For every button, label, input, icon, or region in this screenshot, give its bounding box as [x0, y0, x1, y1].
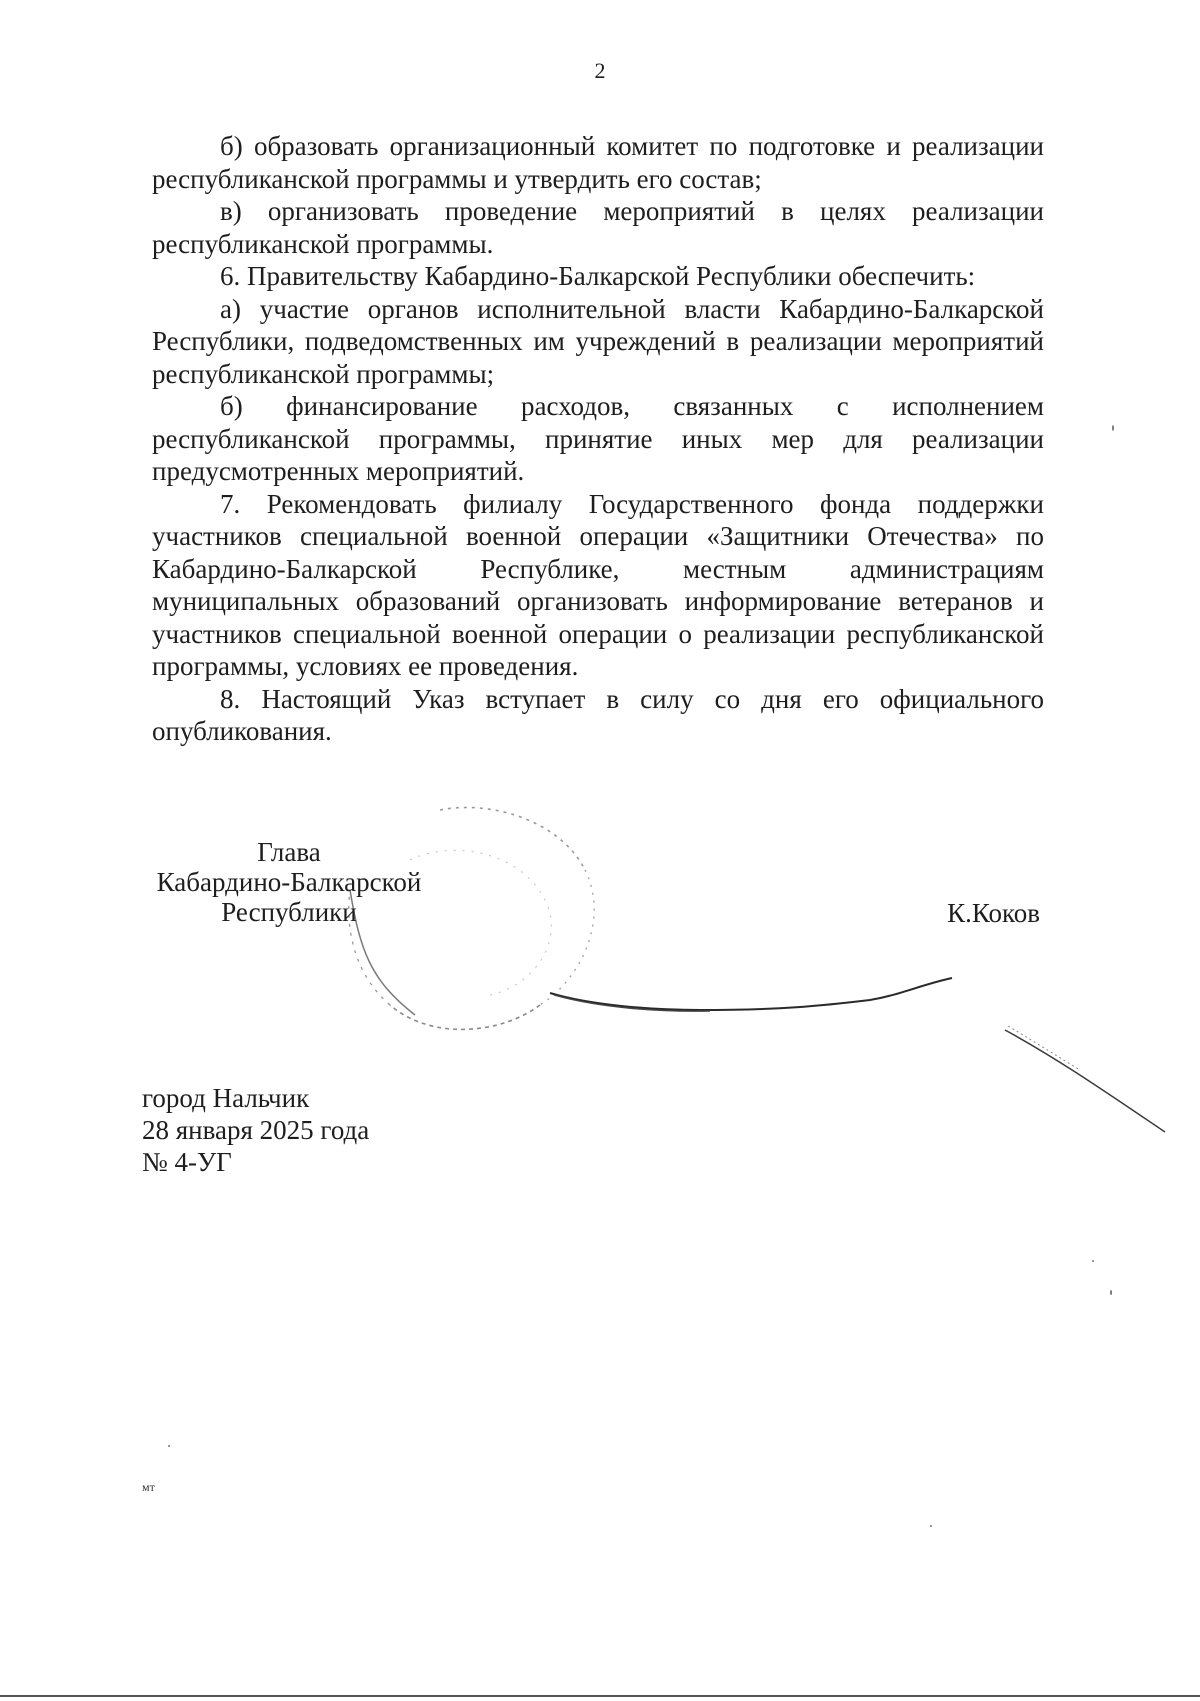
paragraph-7: 7. Рекомендовать филиалу Государственного фонда поддержки участников специальной военной операции «Защитники Отечества» по Кабардино-Балкарской Республике, местным администрациям муниципальных образований организовать информирование ветеранов и участников специальной военной операции о реализации республиканской программы, условиях ее проведения.: [152, 488, 1044, 681]
scan-speck: [930, 1525, 932, 1527]
signer-name: К.Коков: [947, 898, 1040, 928]
handwritten-signature: [500, 950, 1180, 1150]
scan-speck: [1112, 425, 1114, 431]
scan-edge-line: [0, 1695, 1200, 1697]
scan-speck: [1110, 1290, 1112, 1295]
paragraph-6a: а) участие органов исполнительной власти Кабардино-Балкарской Республики, подведомственных им учреждений в реализации мероприятий республиканской программы;: [152, 293, 1044, 389]
issue-date: 28 января 2025 года: [142, 1115, 370, 1145]
issue-city: город Нальчик: [142, 1083, 310, 1113]
issue-details: [142, 1082, 369, 1178]
footer-initials: мт: [142, 1480, 155, 1494]
signature-title-line3: Республики: [221, 897, 357, 927]
paragraph-5b: б) образовать организационный комитет по подготовке и реализации республиканской программы и утвердить его состав;: [152, 131, 1044, 194]
scan-speck: [1092, 1260, 1094, 1262]
issue-number: № 4-УГ: [142, 1147, 232, 1177]
signature-title-line2: Кабардино-Балкарской: [156, 867, 422, 897]
decree-body: [152, 130, 1044, 748]
paragraph-6b: б) финансирование расходов, связанных с исполнением республиканской программы, принятие иных мер для реализации предусмотренных мероприятий.: [152, 391, 1044, 486]
paragraph-6: 6. Правительству Кабардино-Балкарской Республики обеспечить:: [220, 261, 976, 291]
page-number: 2: [594, 58, 606, 83]
paragraph-8: 8. Настоящий Указ вступает в силу со дня его официального опубликования.: [152, 683, 1044, 746]
paragraph-5v: в) организовать проведение мероприятий в целях реализации республиканской программы.: [152, 196, 1044, 259]
signature-title-line1: Глава: [257, 837, 321, 867]
signature-title-block: [148, 837, 430, 927]
scan-speck: [168, 1445, 170, 1447]
